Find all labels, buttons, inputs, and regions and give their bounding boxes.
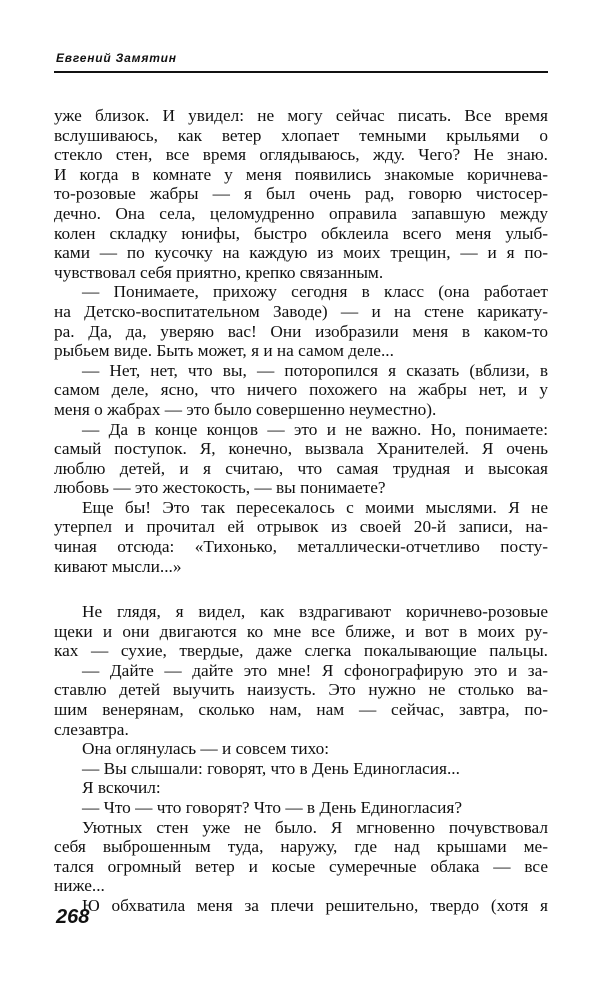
text-line: — Да в конце концов — это и не важно. Но, понимаете: bbox=[82, 419, 548, 439]
page-number: 268 bbox=[56, 906, 90, 928]
text-line: люблю детей, и я считаю, что самая трудная и высокая bbox=[54, 458, 548, 478]
text-line: шим венерянам, сколько нам, нам — сейчас, завтра, по- bbox=[54, 699, 548, 719]
text-line: уже близок. И увидел: не могу сейчас писать. Все время bbox=[54, 106, 548, 125]
text-line: чиная отсюда: «Тихонько, металлически-отчетливо посту- bbox=[54, 537, 548, 557]
text-line: — Нет, нет, что вы, — поторопился я сказать (вблизи, в bbox=[82, 360, 548, 380]
text-line: И когда в комнате у меня появились знакомые коричнева- bbox=[54, 164, 548, 184]
text-line: ра. Да, да, уверяю вас! Они изобразили меня в каком-то bbox=[54, 321, 548, 341]
text-line: — Дайте — дайте это мне! Я сфонографирую это и за- bbox=[82, 660, 548, 680]
text-line: — Что — что говорят? Что — в День Единогласия? bbox=[82, 797, 463, 817]
text-line: — Понимаете, прихожу сегодня в класс (она работает bbox=[82, 282, 548, 302]
text-line: чувствовал себя приятно, крепко связанным. bbox=[54, 262, 384, 282]
text-line: меня о жабрах — это было совершенно неуместно). bbox=[54, 399, 437, 419]
text-line: стекло стен, все время оглядываюсь, жду. Чего? Не знаю. bbox=[54, 145, 548, 165]
header-rule bbox=[54, 71, 548, 73]
text-line: кивают мысли...» bbox=[54, 556, 182, 576]
text-line: самом деле, ясно, что ничего похожего на жабры нет, и у bbox=[54, 380, 548, 400]
text-line: вслушиваюсь, как ветер хлопает темными крыльями о bbox=[54, 125, 548, 145]
text-line: самый поступок. Я, конечно, вызвала Хранителей. Я очень bbox=[54, 439, 548, 459]
text-line: Не глядя, я видел, как вздрагивают коричнево-розовые bbox=[82, 602, 548, 621]
running-header-author: Евгений Замятин bbox=[56, 51, 177, 65]
text-line: себя выброшенным туда, наружу, где над крышами ме- bbox=[54, 837, 548, 857]
text-line: слезавтра. bbox=[54, 719, 129, 739]
text-line: Ю обхватила меня за плечи решительно, твердо (хотя я bbox=[82, 895, 548, 915]
text-line: — Вы слышали: говорят, что в День Единогласия... bbox=[82, 758, 460, 778]
text-line: щеки и они двигаются ко мне все ближе, и вот в моих ру- bbox=[54, 621, 548, 641]
text-line: Я вскочил: bbox=[82, 778, 161, 798]
text-line: то-розовые жабры — я был очень рад, говорю чистосер- bbox=[54, 184, 548, 204]
text-line: ках — сухие, твердые, даже слегка покалывающие пальцы. bbox=[54, 641, 548, 661]
text-line: ниже... bbox=[54, 876, 105, 896]
text-line: ками — по кусочку на каждую из моих трещин, — и я по- bbox=[54, 243, 548, 263]
text-line: ставлю детей выучить наизусть. Это нужно не столько ва- bbox=[54, 680, 548, 700]
text-line: любовь — это жестокость, — вы понимаете? bbox=[54, 478, 386, 498]
text-line: дечно. Она села, целомудренно оправила запавшую между bbox=[54, 203, 548, 223]
text-block-upper bbox=[54, 106, 548, 576]
text-block-lower bbox=[54, 602, 548, 916]
text-line: утерпел и прочитал ей отрывок из своей 20-й записи, на- bbox=[54, 517, 548, 537]
text-line: Уютных стен уже не было. Я мгновенно почувствовал bbox=[82, 817, 548, 837]
text-line: тался огромный ветер и косые сумеречные облака — все bbox=[54, 856, 548, 876]
text-line: Еще бы! Это так пересекалось с моими мыслями. Я не bbox=[82, 497, 548, 517]
text-line: Она оглянулась — и совсем тихо: bbox=[82, 739, 330, 759]
text-line: рыбьем виде. Быть может, я и на самом деле... bbox=[54, 341, 394, 361]
text-line: колен складку юнифы, быстро обклеила всего меня улыб- bbox=[54, 223, 548, 243]
text-line: на Детско-воспитательном Заводе) — и на стене карикату- bbox=[54, 301, 548, 321]
